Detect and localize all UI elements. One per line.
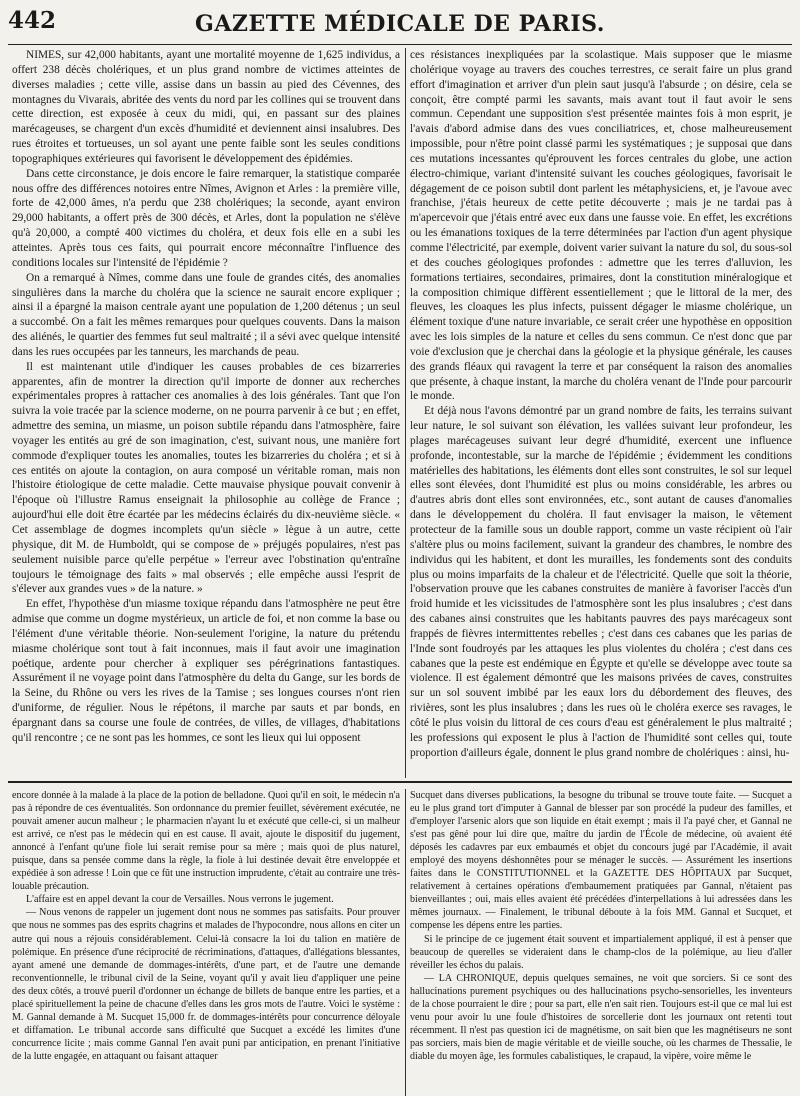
paragraph: — Nous venons de rappeler un jugement dont nous ne sommes pas satisfaits. Pour prouver que nous ne sommes pas des esprits chagrins et malades de l'hypocondre, nous allons en citer un autre qui nous a réjouis considérablement. Celui-là consacre la loi du talion en matière de polémique. En présence d'une réciprocité de récriminations, d'attaques, d'allégations blessantes, ayant amené une demande de dommages-intérêts, d'une part, et de l'autre une demande reconventionnelle, le tribunal civil de la Seine, voyant qu'il y avait lieu d'appliquer une peine des deux côtés, a trouvé pueril d'ordonner un échange de billets de banque entre les parties, et a placé spirituellement la peine de chacune d'elles dans les gros mots de l'autre. Voici le système : M. Gannal demande à M. Sucquet 15,000 fr. de dommages-intérêts pour concurrence déloyale et diffamation. Le tribunal accorde sans difficulté que Sucquet a excédé les limites d'une concurrence licite ; mais comme Gannal l'en avait puni par anticipation, en prenant l'initiative de la lutte engagée, en attaquant ou faisant attaquer (12, 907, 400, 1062)
paragraph: En effet, l'hypothèse d'un miasme toxique répandu dans l'atmosphère ne peut être admise que comme un dogme mystérieux, un article de foi, et non comme la base ou l'élément d'une véritable théorie. Non-seulement l'origine, la nature du prétendu miasme cholérique sont tout à fait inconnues, mais il faut avoir une imagination poétique, ardente pour chercher à expliquer ses pérégrinations fantastiques. Assurément il ne voyage point dans l'atmosphère du delta du Gange, sur les bords de la Seine, du Rhône ou vers les rives de la Tamise ; ses longues courses n'ont rien d'uniforme, de régulier. Nous le répétons, il marche par sauts et par bonds, en épargnant dans sa course une foule de contrées, de villes, de villages, d'habitations qu'il rencontre ; ce ne sont pas les hommes, ce sont les lieux qui lui opposent (12, 598, 400, 744)
lower-left-column (12, 789, 400, 1096)
upper-right-column (410, 48, 792, 778)
upper-left-column (12, 48, 400, 778)
paragraph: On a remarqué à Nîmes, comme dans une foule de grandes cités, des anomalies singulières dans la marche du choléra que la science ne saurait encore expliquer ; ainsi il a épargné la maison centrale ayant une population de 1,200 détenus ; un seul a succombé. On a fait les mêmes remarques pour quelques couvents. Dans la maison des aliénés, le quartier des femmes fut seul maltraité ; il a sévi avec quelque intensité dans les rues occupées par les tanneurs, les marchands de peau. (12, 271, 400, 358)
page-header (8, 4, 792, 44)
paragraph: — LA CHRONIQUE, depuis quelques semaines, ne voit que sorciers. Si ce sont des hallucinations purement psychiques ou des hallucinations psycho-sensorielles, les inventeurs de la chose pourraient le dire ; pour sa part, elle n'en sait rien. Toujours est-il que ce mal lui est venu pour avoir lu une foule d'histoires de sorcellerie dont les journaux ont retenti tout récemment. Il n'est pas question ici de magnétisme, on sait bien que les magnétiseurs ne sont pas sorciers, mais bien de magie véritable et de vieille souche, où les charmes de Thessalie, le diable du moyen âge, les formules cabalistiques, le crapaud, la vipère, voire même le (410, 972, 792, 1062)
paragraph: Il est maintenant utile d'indiquer les causes probables de ces bizarreries apparentes, afin de montrer la direction qu'il importe de donner aux recherches expérimentales propres à rattacher ces anomalies à des lois générales. Tant que l'on suivra la voie tracée par la science moderne, on ne pourra parvenir à ce but ; en effet, admettre des semina, un miasme, un poison subtile répandu dans l'atmosphère, faire voyager les entités au gré de son imagination, c'est, suivant nous, une manière fort commode d'expliquer toutes les anomalies, toutes les bizarreries du choléra ; et si à ces entités on ajoute la contagion, on aura composé un véritable roman, mais non l'histoire étiologique de cette maladie. Cette mauvaise physique pouvait convenir à l'époque où l'illustre Ramus enseignait la philosophie au collège de France ; aujourd'hui elle doit être écartée par les médecins éclairés du dix-neuvième siècle. « Cet assemblage de dogmes incomplets qu'un siècle » lègue à un autre, cette physique, dit M. de Humboldt, qui se compose de » préjugés populaires, n'est pas seulement nuisible parce qu'elle perpétue » l'erreur avec l'obstination qu'entraîne toujours le témoignage des faits » mal observés ; elle empêche aussi l'esprit de s'élever aux grandes vues » de la nature. » (12, 360, 400, 596)
section-rule (8, 781, 792, 783)
paragraph: encore donnée à la malade à la place de la potion de belladone. Quoi qu'il en soit, le médecin n'a pas à répondre de ces éventualités. Son ordonnance du premier feuillet, sévèrement exécutée, ne pouvait amener aucun malheur ; le pharmacien n'ayant lu et exécuté que celle-ci, si un malheur est arrivé, ce n'est pas le médecin qui en est cause. Il avait, ajoute le dispositif du jugement, annoncé à l'enfant qu'une fiole lui serait remise pour sa mère ; mais quoi de plus naturel, puisque, dans sa pensée comme dans la règle, la fiole à lui destinée devait être enveloppée et expédiée à son adresse ! Loin que ce fût une instruction imprudente, c'était au contraire une très-louable précaution. (12, 790, 400, 893)
column-divider (405, 789, 406, 1096)
journal-title: GAZETTE MÉDICALE DE PARIS. (195, 11, 605, 37)
paragraph: Sucquet dans diverses publications, la besogne du tribunal se trouve toute faite. — Sucquet a eu le plus grand tort d'imputer à Gannal de blesser par son procédé la pudeur des familles, et d'employer l'arsenic alors que son liquide en était exempt ; mais il l'a payé cher, et Gannal ne s'est pas gêné pour lui dire que, maître du jardin de l'École de médecine, où avaient été déposés les cadavres par eux embaumés et objet du concours jugé par l'Académie, il avait employé des moyens déshonnêtes pour se ménager le succès. — Assurément les insertions faites dans le CONSTITUTIONNEL et la GAZETTE DES HÔPITAUX par Sucquet, relativement à certaines opérations d'embaumement pratiquées par Gannal, n'étaient pas bienveillantes ; oui, mais elles avaient été précédées d'interpellations à lui adressées dans les mêmes journaux. — Finalement, le tribunal déboute à la fois MM. Gannal et Sucquet, et compense les dépens entre les parties. (410, 790, 792, 932)
paragraph: Et déjà nous l'avons démontré par un grand nombre de faits, les terrains suivant leur nature, le sol suivant son élévation, les vallées suivant leur profondeur, les plages marécageuses suivant leur degré d'humidité, exercent une influence profonde, incontestable, sur la marche de l'épidémie ; évidemment les conditions matérielles des habitations, les éléments dont elles sont construites, le sol sur lequel elles sont élevées, dont l'humidité est plus ou moins considérable, les arbres ou d'autres abris dont elles sont environnées, etc., sont autant de causes d'anomalies dans le développement du choléra. Il faut envisager la maison, le vêtement protecteur de la famille sous un double rapport, comme un vaste récipient où l'air s'altère plus ou moins facilement, suivant la grandeur des chambres, le nombre des individus qui les habitent, et dont les murailles, les fondements sont des conduits plus ou moins imparfaits de la chaleur et de l'électricité. Quelle que soit la théorie, l'observation prouve que les cabanes construites de manière à favoriser l'accès d'un froid humide et les vicissitudes de l'atmosphère sont les plus insalubres ; c'est dans des cabanes ainsi construites que les habitants pauvres des pays marécageux sont frappés de fièvres intermittentes rebelles ; c'est dans ces cabanes que les parias de l'Inde sont foudroyés par les attaques les plus violentes du choléra ; c'est dans ces cabanes que la peste est endémique en Égypte et qu'elle se développe avec toute sa violence. Il est également démontré que les maisons privées de caves, construites sur un sol souvent imbibé par les eaux lors du débordement des fleuves, des rivières, sont les plus insalubres ; dans les rues où le choléra exerce ses ravages, le côté le plus voisin du littoral de ces cours d'eau est généralement le plus maltraité ; les professions qui exposent le plus à l'action de l'humidité sont celles qui, toute proportion d'ailleurs égale, donnent le plus grand nombre de cholériques : ainsi, hu- (410, 405, 792, 759)
paragraph: Dans cette circonstance, je dois encore le faire remarquer, la statistique comparée nous offre des différences notoires entre Nîmes, Avignon et Arles : la première ville, forte de 42,000 âmes, n'a perdu que 238 cholériques; la seconde, ayant environ 29,000 habitants, a offert près de 300 décès, et Arles, dont la population ne s'élève qu'à 20,000, a compté 400 victimes du choléra, et deux fois elle en a subi les atteintes. Après tous ces faits, qui pourrait encore méconnaître l'influence des conditions locales sur l'intensité de l'épidémie ? (12, 167, 400, 269)
lower-right-column (410, 789, 792, 1096)
paragraph: L'affaire est en appel devant la cour de Versailles. Nous verrons le jugement. (26, 894, 334, 906)
column-divider (405, 48, 406, 778)
paragraph: NIMES, sur 42,000 habitants, ayant une mortalité moyenne de 1,625 individus, a offert 238 décès cholériques, et un plus grand nombre de victimes atteintes de diverses maladies ; cette ville, assise dans un bassin au pied des Cévennes, des montagnes du Vivarais, abritée des vents du nord par les collines qui se trouvent dans cette direction, est exposée à ceux du midi, qui, en passant sur des plaines marécageuses, se chargent d'un excès d'humidité et deviennent ainsi insalubres. Des rues étroites et tortueuses, un sol ayant une pente faible sont les seules conditions topographiques extérieures qui favorisent le développement des épidémies. (12, 49, 400, 165)
paragraph: Si le principe de ce jugement était souvent et impartialement appliqué, il est à penser que beaucoup de querelles se videraient dans le champ-clos de la polémique, au lieu d'aller réveiller les échos du palais. (410, 933, 792, 971)
paragraph: ces résistances inexpliquées par la scolastique. Mais supposer que le miasme cholérique voyage au travers des couches terrestres, ce serait faire un plus grand effort d'imagination et arriver d'un plein saut jusqu'à l'absurde ; on désire, cela se conçoit, être compté parmi les savants, mais avant tout il faut avoir le sens commun. Cependant une supposition s'est présentée maintes fois à mon esprit, je l'avais d'abord admise dans des vues conciliatrices, et, chose malheureusement impossible, pour n'être point classé parmi les systématiques ; je supposai que dans ces mutations incessantes qu'éprouvent les forces centrales du globe, une action électro-chimique, variant d'intensité suivant les couches géologiques, favorisait le dégagement de ce poison subtil dont parlent les métaphysiciens, et, je l'avoue avec franchise, j'étais heureux de cette petite découverte ; mais je ne tardai pas à m'apercevoir que j'étais entré avec eux dans une fausse voie. En effet, les excrétions ou les émanations toxiques de la terre déterminées par l'action d'un agent physique comme l'électricité, par exemple, doivent varier suivant la nature du sol, du sous-sol et des couches géologiques profondes : admettre que les terres d'alluvion, les formations tertiaires, secondaires, primaires, dont la constitution minéralogique et la composition chimique diffèrent essentiellement ; que le littoral de la mer, des fleuves, les cloaques les plus infects, puissent dégager le miasme cholérique, un élément toxique d'une nature invariable, ce serait créer une hypothèse en opposition avec les lois simples de la nature et celles du sens commun. Ce n'est donc que par voie d'exclusion que je cherchai dans la géologie et la physique générale, les causes des grands fléaux qui ravagent la terre et par conséquent la raison des anomalies que présente, à chaque instant, la marche du choléra venant de l'Inde pour parcourir le monde. (410, 49, 792, 403)
header-rule (8, 44, 792, 45)
page-number: 442 (8, 7, 57, 34)
